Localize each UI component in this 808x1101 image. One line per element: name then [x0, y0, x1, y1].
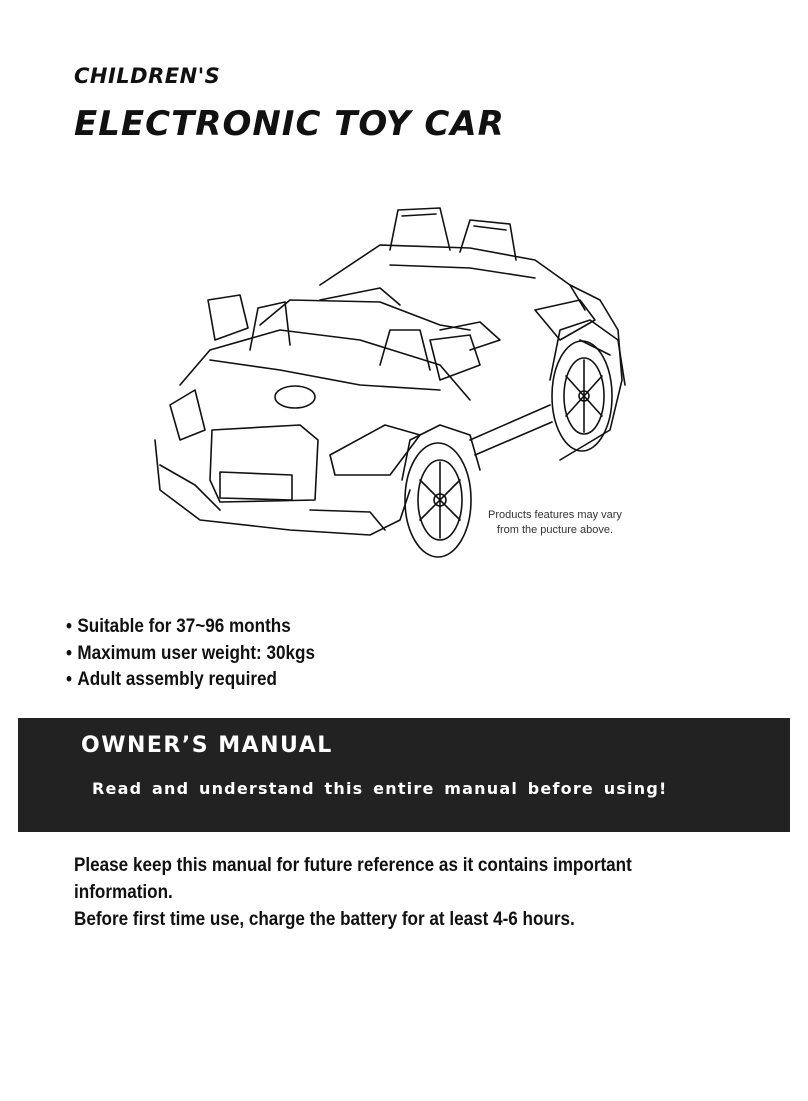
- note-paragraph: Before first time use, charge the battery for at least 4-6 hours.: [74, 909, 575, 930]
- caption-line: Products features may vary: [488, 509, 622, 521]
- subtitle-text: CHILDREN'S: [74, 64, 221, 88]
- owners-manual-banner: [18, 718, 790, 832]
- banner-subtitle: Read and understand this entire manual before using!: [92, 779, 668, 798]
- note-paragraph: Please keep this manual for future reference as it contains important information.: [74, 855, 632, 903]
- feature-item: • Maximum user weight: 30kgs: [66, 641, 315, 668]
- feature-item: • Adult assembly required: [66, 667, 315, 694]
- caption-line: from the pucture above.: [496, 524, 614, 536]
- feature-item: • Suitable for 37~96 months: [66, 614, 315, 641]
- feature-list: [66, 614, 315, 694]
- usage-notes: [74, 852, 686, 933]
- illustration-caption: [470, 508, 640, 538]
- banner-title: OWNER’S MANUAL: [81, 733, 333, 758]
- page-title: ELECTRONIC TOY CAR: [74, 104, 505, 144]
